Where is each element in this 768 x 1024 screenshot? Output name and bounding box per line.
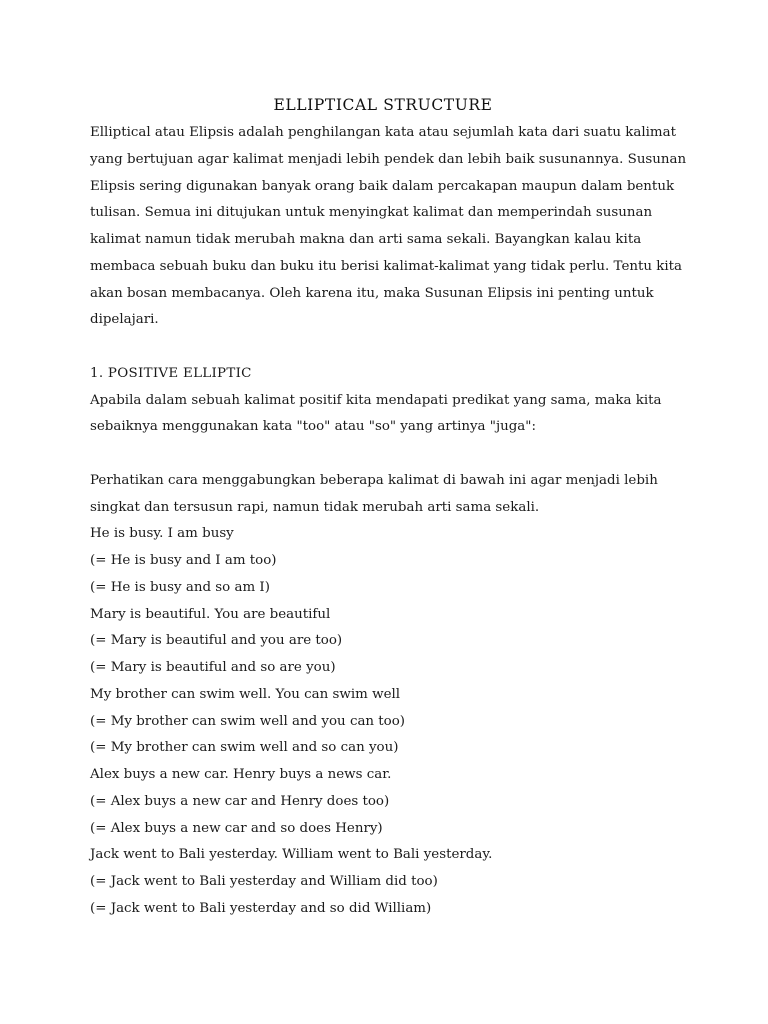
intro-line: Elipsis sering digunakan banyak orang baik dalam percakapan maupun dalam bentuk	[90, 178, 675, 194]
section-description	[90, 388, 670, 442]
document-content	[90, 92, 687, 923]
description-line: sebaiknya menggunakan kata "too" atau "so" yang artinya "juga":	[90, 419, 536, 435]
paragraph-spacer	[90, 334, 670, 361]
example-sentence: Jack went to Bali yesterday. William went to Bali yesterday.	[90, 847, 493, 863]
example-sentence: (= He is busy and so am I)	[90, 579, 270, 595]
example-sentence: (= Jack went to Bali yesterday and so did William)	[90, 900, 432, 916]
intro-line: tulisan. Semua ini ditujukan untuk menyingkat kalimat dan memperindah susunan	[90, 205, 653, 221]
description-line: Apabila dalam sebuah kalimat positif kita mendapati predikat yang sama, maka kita	[90, 392, 662, 408]
section-instruction	[90, 468, 670, 522]
page-title: ELLIPTICAL STRUCTURE	[273, 96, 493, 114]
example-sentence: Alex buys a new car. Henry buys a news car.	[90, 767, 392, 782]
example-sentence: (= Mary is beautiful and so are you)	[90, 660, 336, 675]
paragraph-spacer	[90, 441, 670, 468]
example-sentence: (= Mary is beautiful and you are too)	[90, 633, 343, 649]
intro-line: Elliptical atau Elipsis adalah penghilangan kata atau sejumlah kata dari suatu kalimat	[90, 125, 676, 140]
intro-line: akan bosan membacanya. Oleh karena itu, maka Susunan Elipsis ini penting untuk	[90, 285, 654, 301]
intro-line: membaca sebuah buku dan buku itu berisi kalimat-kalimat yang tidak perlu. Tentu kita	[90, 258, 683, 274]
example-sentence: My brother can swim well. You can swim well	[90, 686, 401, 702]
instruction-line: singkat dan tersusun rapi, namun tidak merubah arti sama sekali.	[90, 499, 540, 515]
intro-line: yang bertujuan agar kalimat menjadi lebih pendek dan lebih baik susunannya. Susunan	[90, 151, 687, 167]
example-list	[90, 521, 670, 922]
example-sentence: (= Alex buys a new car and so does Henry)	[90, 820, 383, 836]
example-sentence: (= My brother can swim well and so can you)	[90, 740, 399, 756]
intro-line: kalimat namun tidak merubah makna dan arti sama sekali. Bayangkan kalau kita	[90, 232, 642, 247]
example-sentence: (= Alex buys a new car and Henry does too)	[90, 793, 390, 809]
intro-line: dipelajari.	[90, 312, 159, 328]
section-heading: 1. POSITIVE ELLIPTIC	[90, 365, 252, 381]
example-sentence: (= He is busy and I am too)	[90, 553, 277, 568]
instruction-line: Perhatikan cara menggabungkan beberapa kalimat di bawah ini agar menjadi lebih	[90, 472, 658, 488]
example-sentence: Mary is beautiful. You are beautiful	[90, 606, 331, 622]
intro-paragraph	[90, 120, 687, 334]
example-sentence: (= Jack went to Bali yesterday and William did too)	[90, 874, 438, 889]
example-sentence: He is busy. I am busy	[90, 526, 234, 542]
example-sentence: (= My brother can swim well and you can too)	[90, 713, 406, 729]
